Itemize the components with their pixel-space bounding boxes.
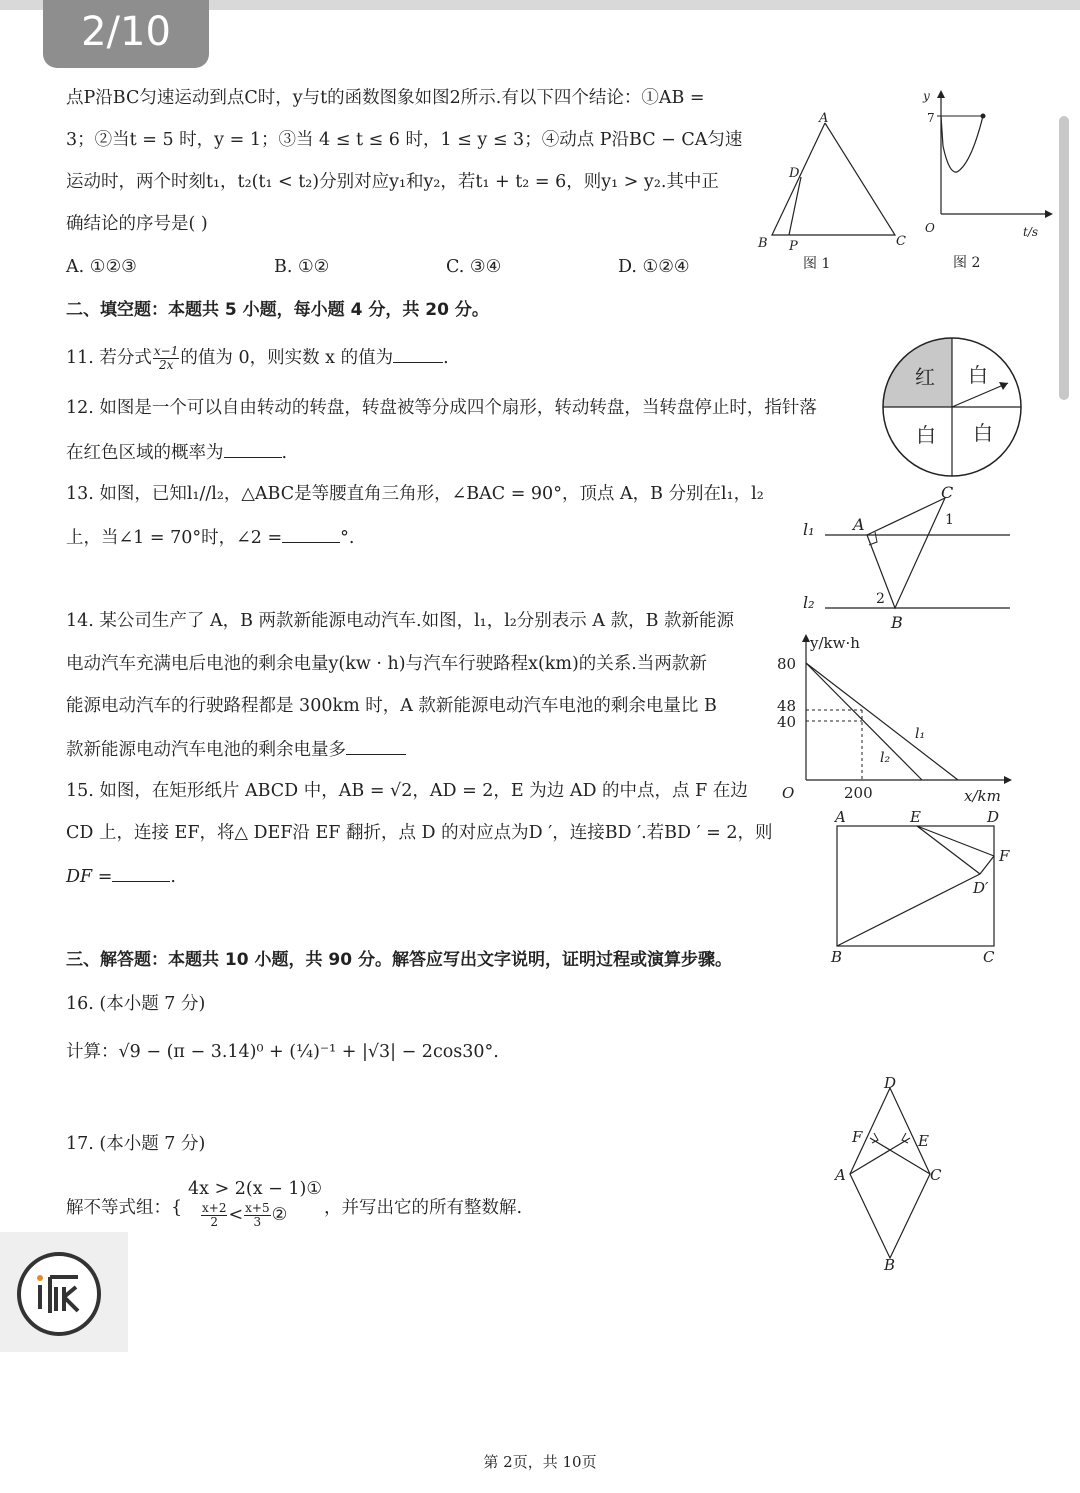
q15-line1: 15. 如图，在矩形纸片 ABCD 中，AB = √2，AD = 2，E 为边 AD 的中点，点 F 在边 [66, 781, 748, 801]
q13-figure [795, 480, 1020, 635]
fig1-label-p: P [789, 239, 798, 254]
fig1-label-c: C [896, 234, 906, 249]
q12-answer-blank [224, 439, 282, 458]
page-indicator: 2/10 [43, 0, 209, 68]
fig13-l2: l₂ [803, 593, 815, 612]
q10-figure1 [755, 105, 915, 275]
q14-y-tick-80: 80 [777, 655, 797, 673]
q17-figure [830, 1070, 950, 1275]
q10-option-d: D. ①②④ [618, 257, 690, 277]
q14-line4: 款新能源电动汽车电池的剩余电量多 [66, 736, 406, 762]
q14-line1: 14. 某公司生产了 A，B 两款新能源电动汽车.如图，l₁，l₂分别表示 A 款，B 款新能源 [66, 611, 734, 631]
fig15-label-c: C [983, 948, 995, 966]
q17-inequality2: $\frac{x+2}{2}$ < $\frac{x+5}{3}$ ② [202, 1201, 288, 1229]
fig15-label-f: F [999, 847, 1010, 865]
q15-line2: CD 上，连接 EF，将△ DEF沿 EF 翻折，点 D 的对应点为D ′，连接BD ′.若BD ′ = 2，则 [66, 823, 773, 843]
pai-logo-icon [16, 1251, 102, 1337]
q11-answer-blank [393, 344, 443, 363]
q10-option-c: C. ③④ [446, 257, 502, 277]
q11-fraction: $\frac{x-1}{2x}$ [153, 344, 179, 372]
section3-heading: 三、解答题：本题共 10 小题，共 90 分。解答应写出文字说明，证明过程或演算步骤。 [66, 950, 732, 970]
q15-answer-blank [112, 863, 170, 882]
q10-line2: 3；②当t = 5 时，y = 1；③当 4 ≤ t ≤ 6 时，1 ≤ y ≤ 3；④动点 P沿BC − CA匀速 [66, 130, 743, 150]
fig15-label-b: B [831, 948, 843, 966]
fig13-angle1: 1 [945, 512, 954, 528]
q15-line3: DF = . [66, 863, 176, 889]
fig1-label-a: A [819, 111, 829, 126]
fig15-label-dprime: D′ [973, 879, 989, 897]
page-footer: 第 2页，共 10页 [483, 1453, 597, 1471]
fig13-label-b: B [891, 613, 903, 632]
q12-spinner [880, 335, 1025, 480]
fig2-caption: 图 2 [953, 255, 981, 271]
q11: 11. 若分式 $\frac{x-1}{2x}$ 的值为 0，则实数 x 的值为 . [66, 344, 449, 372]
fig13-label-a: A [853, 515, 865, 534]
q14-y-tick-40: 40 [777, 713, 797, 731]
section2-heading: 二、填空题：本题共 5 小题，每小题 4 分，共 20 分。 [66, 300, 489, 320]
fig13-angle2: 2 [876, 591, 885, 607]
fig17-label-d: D [884, 1074, 897, 1092]
q14-origin: O [782, 784, 795, 802]
spinner-sector-white-3: 白 [973, 421, 993, 445]
fig13-label-c: C [941, 483, 954, 502]
q12-line1: 12. 如图是一个可以自由转动的转盘，转盘被等分成四个扇形，转动转盘，当转盘停止时，指针落 [66, 398, 817, 418]
q14-x-tick-200: 200 [844, 784, 873, 802]
q14-line-l1: l₁ [915, 726, 926, 742]
q12-line2: 在红色区域的概率为 . [66, 439, 287, 465]
q10-figure2 [905, 86, 1055, 276]
q13-line2: 上，当∠1 = 70°时，∠2 = °. [66, 524, 354, 550]
q17-inequality1: 4x > 2(x − 1)① [188, 1179, 323, 1199]
q14-line2: 电动汽车充满电后电池的剩余电量y(kw · h)与汽车行驶路程x(km)的关系.当两款新 [66, 654, 707, 674]
q16-body: 计算：√9 − (π − 3.14)⁰ + (¼)⁻¹ + |√3| − 2cos30°. [66, 1042, 499, 1062]
fig1-caption: 图 1 [803, 256, 831, 272]
q14-answer-blank [346, 736, 406, 755]
spinner-sector-red: 红 [915, 365, 935, 389]
q14-y-tick-48: 48 [777, 697, 797, 715]
fig17-label-e: E [918, 1132, 929, 1150]
fig17-label-f: F [852, 1128, 863, 1146]
q14-graph [770, 628, 1020, 808]
fig15-label-a: A [835, 808, 846, 826]
q17-prefix: 解不等式组：{ [66, 1198, 183, 1218]
q15-figure [825, 804, 1025, 969]
q10-line3: 运动时，两个时刻t₁，t₂(t₁ < t₂)分别对应y₁和y₂，若t₁ + t₂ = 6，则y₁ > y₂.其中正 [66, 172, 719, 192]
fig15-label-d: D [987, 808, 1000, 826]
q17-title: 17. (本小题 7 分) [66, 1134, 206, 1154]
q14-x-label: x/km [964, 787, 1001, 805]
spinner-sector-white-1: 白 [968, 363, 988, 387]
q16-title: 16. (本小题 7 分) [66, 994, 206, 1014]
q13-line1: 13. 如图，已知l₁//l₂，△ABC是等腰直角三角形，∠BAC = 90°，顶点 A，B 分别在l₁，l₂ [66, 484, 764, 504]
q10-option-b: B. ①② [274, 257, 330, 277]
fig1-label-d: D [789, 166, 800, 181]
spinner-sector-white-2: 白 [916, 423, 936, 447]
fig2-y-tick: 7 [927, 111, 935, 125]
fig17-label-c: C [930, 1166, 942, 1184]
fig2-origin: O [925, 221, 935, 235]
fig15-label-e: E [910, 808, 921, 826]
q14-line-l2: l₂ [880, 750, 891, 766]
fig2-x-label: t/s [1023, 225, 1039, 239]
q10-line4: 确结论的序号是( ) [66, 214, 208, 234]
fig2-y-label: y [923, 89, 930, 103]
fig1-label-b: B [758, 236, 768, 251]
fig13-l1: l₁ [803, 520, 815, 539]
q10-line1: 点P沿BC匀速运动到点C时，y与t的函数图象如图2所示.有以下四个结论：①AB = [66, 88, 705, 108]
scrollbar[interactable] [1059, 116, 1069, 400]
fig17-label-b: B [884, 1256, 896, 1274]
q13-answer-blank [282, 524, 340, 543]
fig17-label-a: A [835, 1166, 846, 1184]
q14-y-label: y/kw·h [810, 634, 860, 652]
q14-line3: 能源电动汽车的行驶路程都是 300km 时，A 款新能源电动汽车电池的剩余电量比 B [66, 696, 717, 716]
q17-suffix: ，并写出它的所有整数解. [324, 1198, 523, 1218]
q10-option-a: A. ①②③ [66, 257, 137, 277]
